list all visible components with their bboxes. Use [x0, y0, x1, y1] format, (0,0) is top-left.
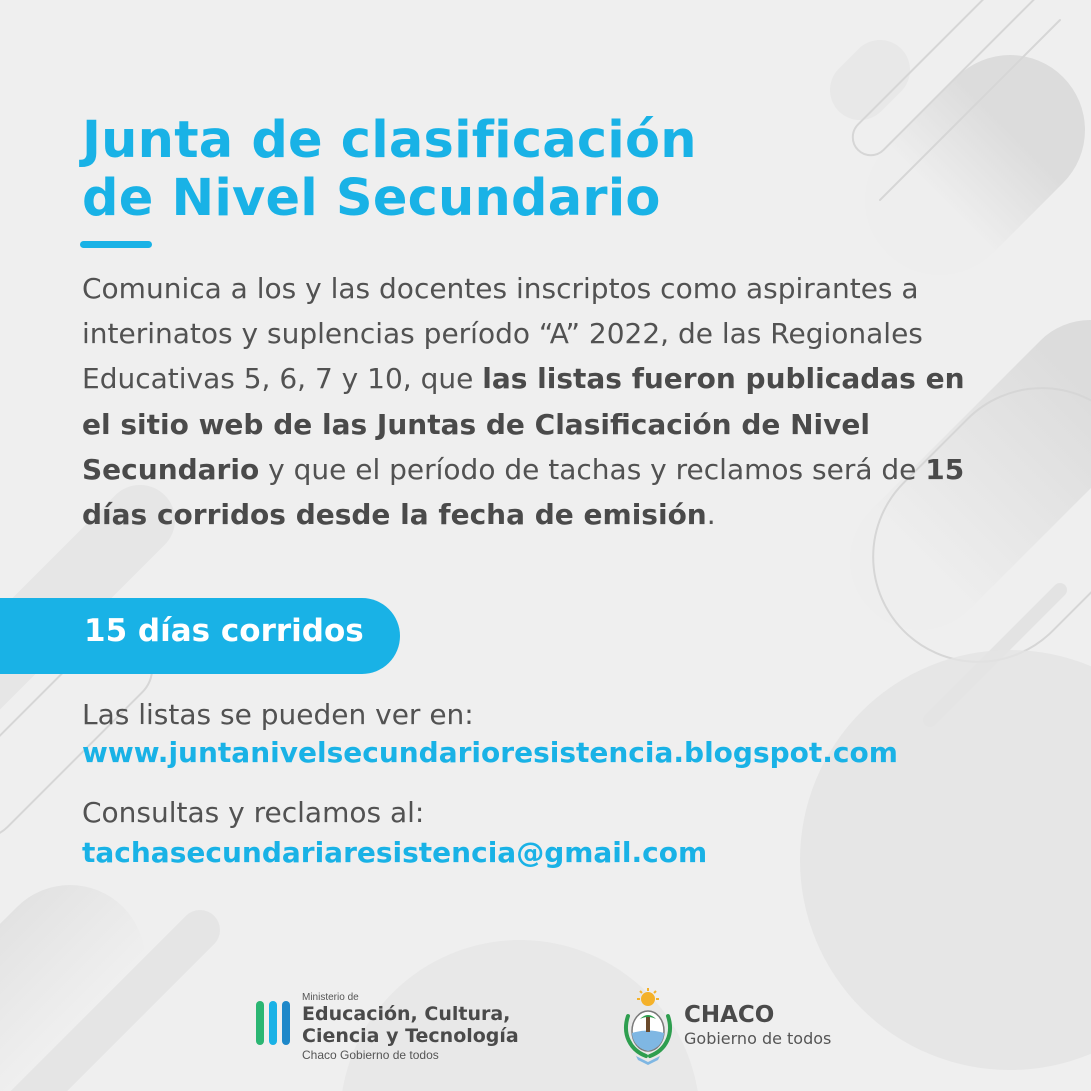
provincial-coat-of-arms-icon	[618, 986, 678, 1066]
title-underline	[80, 241, 152, 248]
ministry-logo	[256, 992, 546, 1062]
chaco-tagline: Gobierno de todos	[684, 1029, 832, 1048]
contact-email-link[interactable]: tachasecundariaresistencia@gmail.com	[82, 836, 708, 869]
announcement-text	[82, 266, 1002, 537]
lists-url-link[interactable]: www.juntanivelsecundarioresistencia.blogspot.com	[82, 736, 898, 769]
ministry-name-line-1: Educación, Cultura,	[302, 1003, 511, 1025]
announcement-part-3: .	[706, 498, 716, 532]
contact-label: Consultas y reclamos al:	[82, 796, 425, 829]
ministry-name-line-2: Ciencia y Tecnología	[302, 1025, 519, 1047]
announcement-bold-1: las listas fueron publicadas en el sitio web de las Juntas de Clasificación de Nivel Secundario	[82, 362, 965, 486]
announcement-bold-2: 15 días corridos desde la fecha de emisión	[82, 452, 965, 532]
title-line-2: de Nivel Secundario	[82, 169, 661, 228]
ministry-tagline: Chaco Gobierno de todos	[302, 1048, 439, 1062]
chaco-logo	[618, 986, 878, 1066]
lists-label: Las listas se pueden ver en:	[82, 698, 474, 731]
three-vertical-bars-icon	[256, 1001, 292, 1045]
page-title	[82, 112, 697, 228]
announcement-part-1: Comunica a los y las docentes inscriptos como aspirantes a interinatos y suplencias período “A” 2022, de las Regionales Educativas 5, 6, 7 y 10, que	[82, 272, 923, 396]
highlight-banner	[0, 598, 400, 674]
announcement-part-2: y que el período de tachas y reclamos será de	[259, 452, 926, 486]
highlight-label: 15 días corridos	[84, 613, 364, 649]
title-line-1: Junta de clasificación	[82, 111, 697, 170]
ministry-small-label: Ministerio de	[302, 992, 359, 1003]
chaco-name: CHACO	[684, 1002, 775, 1028]
